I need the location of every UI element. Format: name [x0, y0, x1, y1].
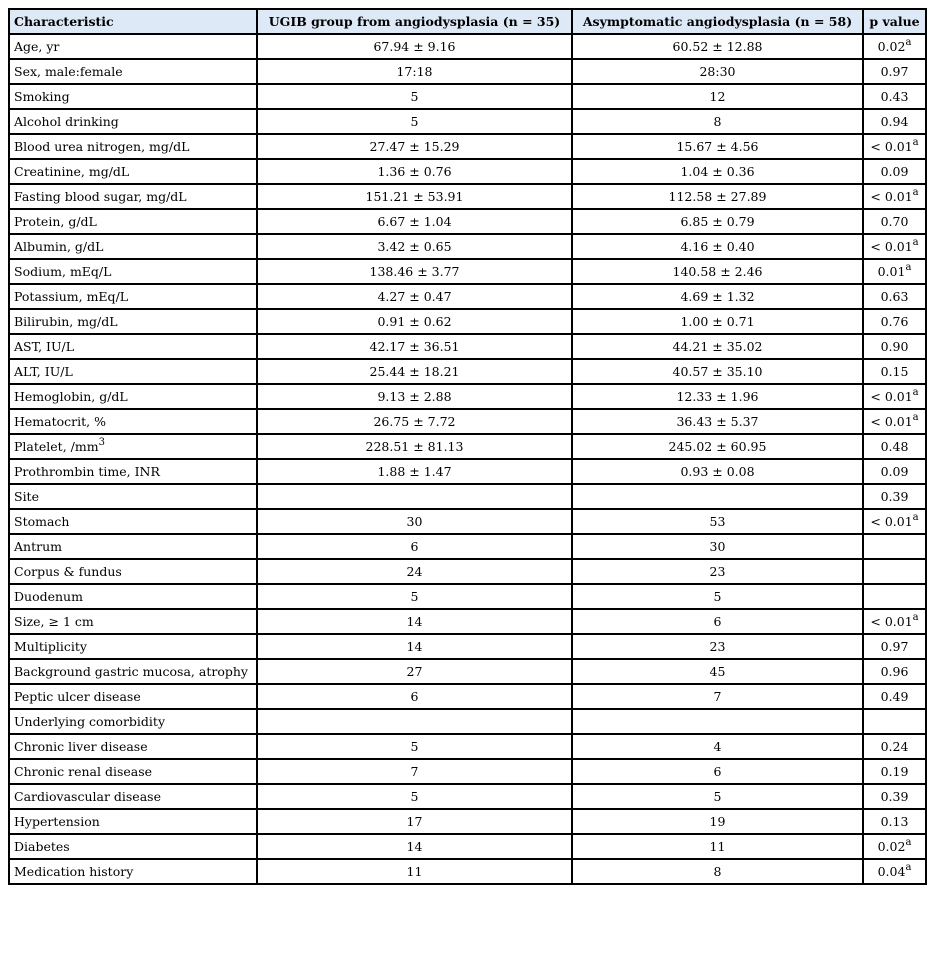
characteristic-label: Potassium, mEq/L: [14, 289, 129, 304]
characteristic-cell: [9, 534, 257, 559]
characteristic-cell: [9, 659, 257, 684]
asymptomatic-value-cell: 44.21 ± 35.02: [572, 334, 863, 359]
significance-superscript: a: [905, 37, 912, 48]
characteristic-label: Bilirubin, mg/dL: [14, 314, 118, 329]
table-row: [9, 384, 926, 409]
ugib-value-cell: 25.44 ± 18.21: [257, 359, 572, 384]
table-row: [9, 234, 926, 259]
characteristic-cell: [9, 284, 257, 309]
asymptomatic-value-cell: 30: [572, 534, 863, 559]
p-value: < 0.01: [870, 614, 913, 629]
p-value-cell: [863, 834, 926, 859]
asymptomatic-value-cell: 53: [572, 509, 863, 534]
characteristic-label: Multiplicity: [14, 639, 87, 654]
characteristic-label: Platelet, /mm: [14, 439, 99, 454]
p-value-cell: [863, 284, 926, 309]
characteristic-label: Prothrombin time, INR: [14, 464, 160, 479]
ugib-value-cell: 27: [257, 659, 572, 684]
asymptomatic-value-cell: 140.58 ± 2.46: [572, 259, 863, 284]
significance-superscript: a: [912, 612, 919, 623]
characteristic-label: Background gastric mucosa, atrophy: [14, 664, 248, 679]
p-value-cell: [863, 559, 926, 584]
characteristic-cell: [9, 59, 257, 84]
characteristic-cell: [9, 459, 257, 484]
asymptomatic-value-cell: 1.00 ± 0.71: [572, 309, 863, 334]
characteristic-cell: [9, 484, 257, 509]
significance-superscript: a: [912, 412, 919, 423]
label-superscript: 3: [98, 437, 105, 448]
p-value: < 0.01: [870, 389, 913, 404]
header-p-value: p value: [863, 9, 926, 34]
p-value-cell: [863, 134, 926, 159]
table-row: [9, 209, 926, 234]
characteristic-cell: [9, 434, 257, 459]
p-value: 0.76: [880, 314, 909, 329]
table-row: [9, 509, 926, 534]
p-value: 0.13: [880, 814, 909, 829]
asymptomatic-value-cell: 7: [572, 684, 863, 709]
characteristic-cell: [9, 359, 257, 384]
p-value-cell: [863, 434, 926, 459]
table-row: [9, 309, 926, 334]
table-row: [9, 259, 926, 284]
significance-superscript: a: [912, 387, 919, 398]
ugib-value-cell: 17: [257, 809, 572, 834]
table-row: [9, 109, 926, 134]
table-row: [9, 684, 926, 709]
header-characteristic: Characteristic: [9, 9, 257, 34]
p-value: 0.19: [880, 764, 909, 779]
significance-superscript: a: [912, 512, 919, 523]
p-value: 0.70: [880, 214, 909, 229]
p-value-cell: [863, 484, 926, 509]
characteristic-cell: [9, 109, 257, 134]
asymptomatic-value-cell: 1.04 ± 0.36: [572, 159, 863, 184]
ugib-value-cell: 11: [257, 859, 572, 884]
p-value-cell: [863, 209, 926, 234]
characteristic-label: Hemoglobin, g/dL: [14, 389, 128, 404]
ugib-value-cell: 42.17 ± 36.51: [257, 334, 572, 359]
p-value: 0.94: [880, 114, 909, 129]
p-value-cell: [863, 684, 926, 709]
asymptomatic-value-cell: 245.02 ± 60.95: [572, 434, 863, 459]
p-value: 0.09: [880, 164, 909, 179]
characteristic-label: Fasting blood sugar, mg/dL: [14, 189, 187, 204]
asymptomatic-value-cell: 6: [572, 759, 863, 784]
characteristic-label: Sodium, mEq/L: [14, 264, 112, 279]
asymptomatic-value-cell: 23: [572, 634, 863, 659]
characteristic-label: Duodenum: [14, 589, 83, 604]
table-row: [9, 134, 926, 159]
p-value-cell: [863, 859, 926, 884]
characteristic-label: Sex, male:female: [14, 64, 123, 79]
p-value: 0.09: [880, 464, 909, 479]
characteristic-cell: [9, 334, 257, 359]
table-row: [9, 459, 926, 484]
p-value: < 0.01: [870, 189, 913, 204]
ugib-value-cell: [257, 484, 572, 509]
table-row: [9, 784, 926, 809]
characteristic-label: Diabetes: [14, 839, 70, 854]
characteristic-cell: [9, 834, 257, 859]
p-value-cell: [863, 709, 926, 734]
p-value-cell: [863, 259, 926, 284]
table-row: [9, 734, 926, 759]
p-value-cell: [863, 159, 926, 184]
asymptomatic-value-cell: 5: [572, 784, 863, 809]
characteristic-cell: [9, 509, 257, 534]
characteristic-cell: [9, 784, 257, 809]
p-value-cell: [863, 584, 926, 609]
p-value-cell: [863, 759, 926, 784]
ugib-value-cell: 6.67 ± 1.04: [257, 209, 572, 234]
characteristic-cell: [9, 209, 257, 234]
table-header: [9, 9, 926, 34]
header-asymptomatic-group: Asymptomatic angiodysplasia (n = 58): [572, 9, 863, 34]
characteristic-cell: [9, 259, 257, 284]
p-value-cell: [863, 334, 926, 359]
ugib-value-cell: 1.36 ± 0.76: [257, 159, 572, 184]
p-value: 0.48: [880, 439, 909, 454]
table-row: [9, 659, 926, 684]
table-row: [9, 34, 926, 59]
characteristic-cell: [9, 184, 257, 209]
ugib-value-cell: 228.51 ± 81.13: [257, 434, 572, 459]
p-value: 0.39: [880, 489, 909, 504]
characteristic-cell: [9, 234, 257, 259]
asymptomatic-value-cell: 0.93 ± 0.08: [572, 459, 863, 484]
p-value: 0.96: [880, 664, 909, 679]
p-value-cell: [863, 84, 926, 109]
ugib-value-cell: 138.46 ± 3.77: [257, 259, 572, 284]
ugib-value-cell: 27.47 ± 15.29: [257, 134, 572, 159]
p-value-cell: [863, 234, 926, 259]
p-value: 0.02: [877, 39, 906, 54]
characteristic-label: Blood urea nitrogen, mg/dL: [14, 139, 190, 154]
p-value: 0.97: [880, 639, 909, 654]
characteristic-cell: [9, 709, 257, 734]
table-row: [9, 809, 926, 834]
p-value-cell: [863, 634, 926, 659]
ugib-value-cell: 1.88 ± 1.47: [257, 459, 572, 484]
table-row: [9, 59, 926, 84]
ugib-value-cell: 26.75 ± 7.72: [257, 409, 572, 434]
table-row: [9, 184, 926, 209]
characteristic-cell: [9, 634, 257, 659]
asymptomatic-value-cell: 15.67 ± 4.56: [572, 134, 863, 159]
asymptomatic-value-cell: 5: [572, 584, 863, 609]
ugib-value-cell: 24: [257, 559, 572, 584]
characteristic-cell: [9, 384, 257, 409]
p-value-cell: [863, 534, 926, 559]
characteristic-label: Underlying comorbidity: [14, 714, 166, 729]
characteristic-cell: [9, 809, 257, 834]
characteristic-label: Chronic renal disease: [14, 764, 153, 779]
table-row: [9, 634, 926, 659]
p-value: 0.24: [880, 739, 909, 754]
characteristic-cell: [9, 34, 257, 59]
header-row: [9, 9, 926, 34]
header-ugib-group: UGIB group from angiodysplasia (n = 35): [257, 9, 572, 34]
asymptomatic-value-cell: 4.16 ± 0.40: [572, 234, 863, 259]
ugib-value-cell: 5: [257, 784, 572, 809]
asymptomatic-value-cell: 45: [572, 659, 863, 684]
ugib-value-cell: 6: [257, 534, 572, 559]
asymptomatic-value-cell: 11: [572, 834, 863, 859]
significance-superscript: a: [912, 237, 919, 248]
asymptomatic-value-cell: [572, 709, 863, 734]
table-row: [9, 534, 926, 559]
significance-superscript: a: [905, 862, 912, 873]
characteristic-label: Age, yr: [14, 39, 60, 54]
p-value: 0.90: [880, 339, 909, 354]
p-value-cell: [863, 309, 926, 334]
characteristic-label: Stomach: [14, 514, 70, 529]
characteristic-cell: [9, 609, 257, 634]
p-value-cell: [863, 184, 926, 209]
p-value-cell: [863, 734, 926, 759]
table-row: [9, 159, 926, 184]
p-value-cell: [863, 459, 926, 484]
asymptomatic-value-cell: 112.58 ± 27.89: [572, 184, 863, 209]
characteristic-label: Hematocrit, %: [14, 414, 106, 429]
table-row: [9, 859, 926, 884]
asymptomatic-value-cell: 19: [572, 809, 863, 834]
characteristic-label: Antrum: [14, 539, 62, 554]
table-row: [9, 834, 926, 859]
ugib-value-cell: 3.42 ± 0.65: [257, 234, 572, 259]
p-value: 0.15: [880, 364, 909, 379]
p-value-cell: [863, 409, 926, 434]
characteristic-label: ALT, IU/L: [14, 364, 73, 379]
asymptomatic-value-cell: 6.85 ± 0.79: [572, 209, 863, 234]
characteristic-cell: [9, 134, 257, 159]
ugib-value-cell: 5: [257, 584, 572, 609]
characteristic-cell: [9, 684, 257, 709]
ugib-value-cell: 14: [257, 634, 572, 659]
asymptomatic-value-cell: 8: [572, 859, 863, 884]
characteristic-label: Peptic ulcer disease: [14, 689, 141, 704]
p-value: 0.49: [880, 689, 909, 704]
characteristic-label: Alcohol drinking: [14, 114, 119, 129]
asymptomatic-value-cell: 28:30: [572, 59, 863, 84]
p-value: 0.02: [877, 839, 906, 854]
p-value-cell: [863, 59, 926, 84]
p-value: 0.43: [880, 89, 909, 104]
characteristic-cell: [9, 309, 257, 334]
p-value: < 0.01: [870, 239, 913, 254]
characteristic-label: Chronic liver disease: [14, 739, 148, 754]
characteristic-cell: [9, 759, 257, 784]
characteristic-cell: [9, 84, 257, 109]
table-row: [9, 84, 926, 109]
ugib-value-cell: 67.94 ± 9.16: [257, 34, 572, 59]
significance-superscript: a: [905, 837, 912, 848]
significance-superscript: a: [912, 187, 919, 198]
table-row: [9, 609, 926, 634]
asymptomatic-value-cell: 36.43 ± 5.37: [572, 409, 863, 434]
p-value-cell: [863, 784, 926, 809]
characteristic-cell: [9, 409, 257, 434]
ugib-value-cell: 17:18: [257, 59, 572, 84]
characteristic-label: Corpus & fundus: [14, 564, 122, 579]
ugib-value-cell: 14: [257, 609, 572, 634]
characteristic-label: AST, IU/L: [14, 339, 75, 354]
p-value: 0.01: [877, 264, 906, 279]
characteristic-label: Creatinine, mg/dL: [14, 164, 130, 179]
characteristic-cell: [9, 559, 257, 584]
p-value-cell: [863, 34, 926, 59]
characteristics-table: [8, 8, 927, 885]
p-value: < 0.01: [870, 139, 913, 154]
table-body: [9, 34, 926, 884]
asymptomatic-value-cell: 12: [572, 84, 863, 109]
asymptomatic-value-cell: 6: [572, 609, 863, 634]
p-value-cell: [863, 109, 926, 134]
table-row: [9, 409, 926, 434]
p-value: < 0.01: [870, 414, 913, 429]
ugib-value-cell: 5: [257, 109, 572, 134]
asymptomatic-value-cell: 23: [572, 559, 863, 584]
asymptomatic-value-cell: 4.69 ± 1.32: [572, 284, 863, 309]
table-row: [9, 359, 926, 384]
characteristic-cell: [9, 584, 257, 609]
characteristic-cell: [9, 734, 257, 759]
asymptomatic-value-cell: [572, 484, 863, 509]
asymptomatic-value-cell: 60.52 ± 12.88: [572, 34, 863, 59]
ugib-value-cell: 14: [257, 834, 572, 859]
table-row: [9, 484, 926, 509]
ugib-value-cell: 7: [257, 759, 572, 784]
p-value: 0.63: [880, 289, 909, 304]
table-row: [9, 584, 926, 609]
ugib-value-cell: 151.21 ± 53.91: [257, 184, 572, 209]
p-value-cell: [863, 359, 926, 384]
ugib-value-cell: 0.91 ± 0.62: [257, 309, 572, 334]
table-row: [9, 759, 926, 784]
p-value: < 0.01: [870, 514, 913, 529]
characteristic-label: Protein, g/dL: [14, 214, 97, 229]
p-value-cell: [863, 384, 926, 409]
p-value: 0.97: [880, 64, 909, 79]
p-value: 0.04: [877, 864, 906, 879]
characteristic-label: Albumin, g/dL: [14, 239, 104, 254]
asymptomatic-value-cell: 40.57 ± 35.10: [572, 359, 863, 384]
characteristic-label: Medication history: [14, 864, 134, 879]
characteristic-cell: [9, 859, 257, 884]
characteristic-cell: [9, 159, 257, 184]
p-value-cell: [863, 509, 926, 534]
characteristic-label: Size, ≥ 1 cm: [14, 614, 94, 629]
ugib-value-cell: 4.27 ± 0.47: [257, 284, 572, 309]
table-row: [9, 284, 926, 309]
table-row: [9, 709, 926, 734]
asymptomatic-value-cell: 4: [572, 734, 863, 759]
characteristic-label: Hypertension: [14, 814, 100, 829]
ugib-value-cell: 5: [257, 84, 572, 109]
ugib-value-cell: 6: [257, 684, 572, 709]
ugib-value-cell: 5: [257, 734, 572, 759]
characteristic-label: Site: [14, 489, 39, 504]
asymptomatic-value-cell: 12.33 ± 1.96: [572, 384, 863, 409]
characteristic-label: Smoking: [14, 89, 70, 104]
characteristic-label: Cardiovascular disease: [14, 789, 161, 804]
table-row: [9, 559, 926, 584]
ugib-value-cell: 9.13 ± 2.88: [257, 384, 572, 409]
p-value-cell: [863, 809, 926, 834]
table-row: [9, 334, 926, 359]
p-value: 0.39: [880, 789, 909, 804]
p-value-cell: [863, 609, 926, 634]
asymptomatic-value-cell: 8: [572, 109, 863, 134]
significance-superscript: a: [905, 262, 912, 273]
ugib-value-cell: [257, 709, 572, 734]
ugib-value-cell: 30: [257, 509, 572, 534]
p-value-cell: [863, 659, 926, 684]
table-row: [9, 434, 926, 459]
significance-superscript: a: [912, 137, 919, 148]
